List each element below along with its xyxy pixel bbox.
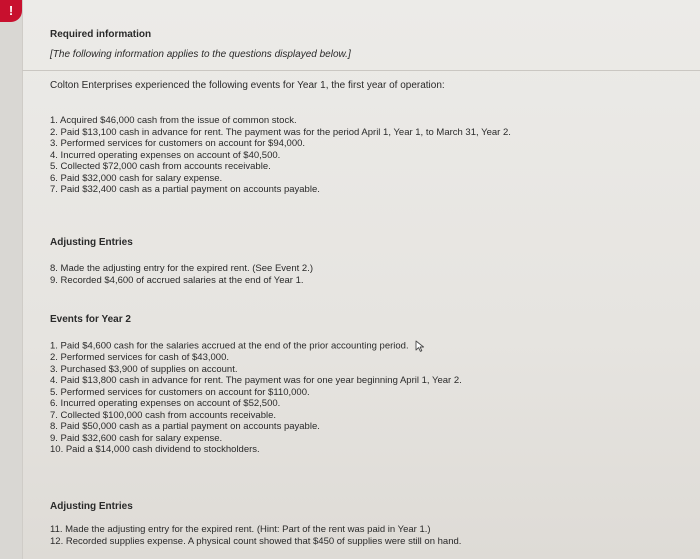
year2-events-title: Events for Year 2: [50, 314, 131, 325]
mouse-pointer-icon: [415, 340, 425, 352]
list-item: 7. Collected $100,000 cash from accounts receivable.: [50, 409, 277, 421]
list-item: 10. Paid a $14,000 cash dividend to stockholders.: [50, 444, 260, 456]
list-item: 5. Performed services for customers on account for $110,000.: [50, 386, 310, 398]
list-item: 8. Made the adjusting entry for the expired rent. (See Event 2.): [50, 263, 313, 274]
list-item: 7. Paid $32,400 cash as a partial payment on accounts payable.: [50, 184, 320, 195]
list-item: 12. Recorded supplies expense. A physical count showed that $450 of supplies were still on hand.: [50, 535, 462, 547]
divider: [22, 70, 700, 71]
list-item: 3. Performed services for customers on account for $94,000.: [50, 138, 306, 149]
exclamation-icon: !: [0, 0, 22, 22]
list-item: 3. Purchased $3,900 of supplies on account.: [50, 363, 238, 375]
intro-text: Colton Enterprises experienced the following events for Year 1, the first year of operation:: [50, 80, 445, 91]
list-item: 9. Recorded $4,600 of accrued salaries at the end of Year 1.: [50, 274, 304, 286]
list-item: 4. Paid $13,800 cash in advance for rent. The payment was for one year beginning April 1, Year 2.: [50, 375, 462, 387]
year2-events-list: [50, 340, 462, 456]
list-item: 11. Made the adjusting entry for the expired rent. (Hint: Part of the rent was paid in Year 1.): [50, 524, 431, 535]
list-item: [50, 340, 462, 352]
list-item: 1. Acquired $46,000 cash from the issue of common stock.: [50, 115, 297, 126]
adjusting-entries-list-2: [50, 524, 461, 547]
adjusting-entries-list-1: [50, 263, 313, 286]
list-item: 4. Incurred operating expenses on account of $40,500.: [50, 149, 281, 161]
list-item: 2. Paid $13,100 cash in advance for rent. The payment was for the period April 1, Year 1, to March 31, Year 2.: [50, 126, 511, 138]
adjusting-entries-title-1: Adjusting Entries: [50, 237, 133, 248]
list-item: 6. Paid $32,000 cash for salary expense.: [50, 172, 223, 184]
list-item: 5. Collected $72,000 cash from accounts receivable.: [50, 161, 271, 172]
required-info-title: Required information: [50, 29, 152, 40]
list-item: 8. Paid $50,000 cash as a partial payment on accounts payable.: [50, 421, 320, 433]
list-item: 9. Paid $32,600 cash for salary expense.: [50, 432, 223, 444]
list-item-text: 1. Paid $4,600 cash for the salaries accrued at the end of the prior accounting period.: [50, 340, 409, 352]
year1-events-list: [50, 115, 511, 196]
list-item: 6. Incurred operating expenses on account of $52,500.: [50, 398, 281, 410]
adjusting-entries-title-2: Adjusting Entries: [50, 501, 133, 512]
list-item: 2. Performed services for cash of $43,000.: [50, 352, 230, 364]
info-note: [The following information applies to the questions displayed below.]: [50, 49, 351, 60]
